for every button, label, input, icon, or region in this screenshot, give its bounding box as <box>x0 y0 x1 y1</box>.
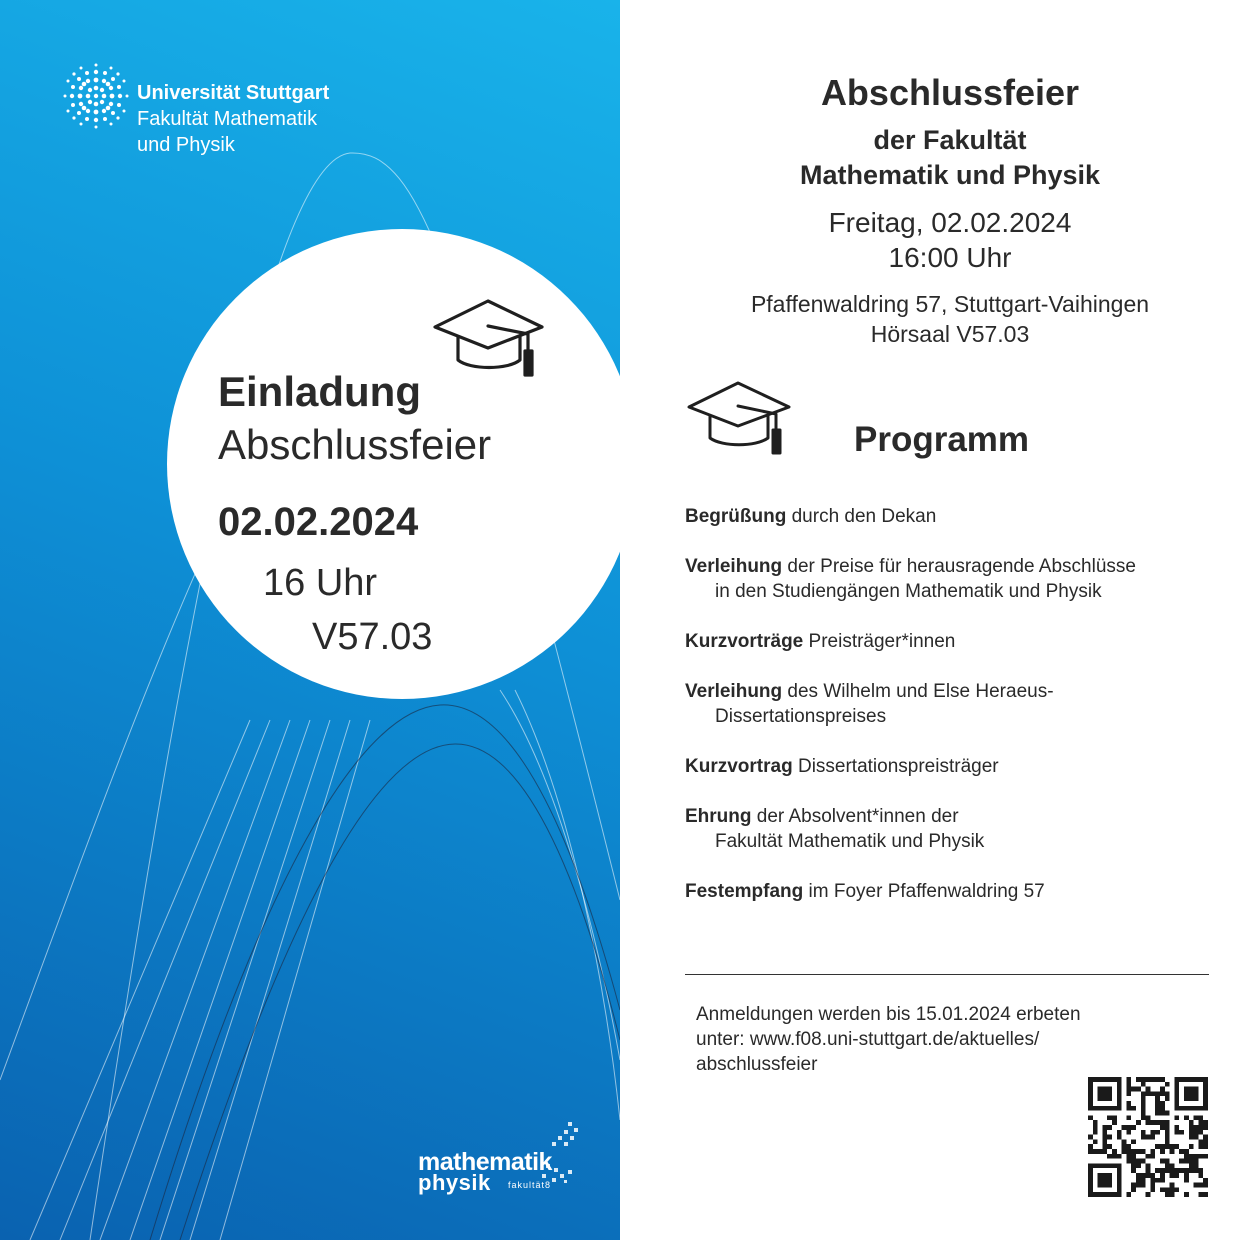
invitation-date: 02.02.2024 <box>218 500 419 544</box>
event-time: 16:00 Uhr <box>888 242 1012 273</box>
university-logo-icon <box>62 62 130 130</box>
university-name: Universität Stuttgart <box>137 82 330 104</box>
logo-mathematik: mathematik <box>418 1148 552 1176</box>
program-item-text: Preisträger*innen <box>803 631 956 652</box>
program-item-key: Verleihung <box>685 681 783 702</box>
registration-line2: unter: www.f08.uni-stuttgart.de/aktuelles/ <box>696 1029 1040 1050</box>
program-item <box>685 629 955 654</box>
program-item <box>685 879 1045 904</box>
invitation-time: 16 Uhr <box>263 562 378 604</box>
program-item-text: der Absolvent*innen der <box>751 806 959 827</box>
event-date: Freitag, 02.02.2024 <box>828 207 1072 238</box>
registration-line3: abschlussfeier <box>696 1054 818 1075</box>
logo-fakultaet: fakultät8 <box>508 1180 552 1190</box>
program-item-text: durch den Dekan <box>786 506 937 527</box>
program-item <box>685 754 999 779</box>
program-item-key: Festempfang <box>685 881 804 902</box>
program-item-text: der Preise für herausragende Abschlüsse <box>782 556 1136 577</box>
program-item-cont: in den Studiengängen Mathematik und Physik <box>715 581 1102 602</box>
program-item-key: Begrüßung <box>685 506 787 527</box>
invitation-room: V57.03 <box>312 616 433 658</box>
event-subtitle2: Mathematik und Physik <box>799 160 1101 190</box>
program-item-text: des Wilhelm und Else Heraeus- <box>782 681 1054 702</box>
university-name-block <box>137 80 329 158</box>
program-item-key: Kurzvorträge <box>685 631 804 652</box>
graduation-cap-icon <box>432 298 548 380</box>
event-subtitle1: der Fakultät <box>873 125 1027 155</box>
invitation-title-bold: Einladung <box>218 368 421 415</box>
faculty-line2: und Physik <box>137 134 235 156</box>
qr-code[interactable] <box>1088 1077 1208 1197</box>
event-title: Abschlussfeier <box>820 72 1080 113</box>
program-item <box>685 554 1136 604</box>
divider <box>685 974 1209 975</box>
program-item-cont: Fakultät Mathematik und Physik <box>715 831 985 852</box>
registration-note <box>696 1002 1081 1077</box>
faculty-line1: Fakultät Mathematik <box>137 108 318 130</box>
logo-physik: physik <box>418 1170 491 1195</box>
program-item-text: Dissertationspreisträger <box>792 756 999 777</box>
graduation-cap-icon <box>686 380 794 458</box>
program-item-key: Kurzvortrag <box>685 756 793 777</box>
program-item <box>685 504 936 529</box>
invitation-title: Abschlussfeier <box>218 421 492 468</box>
program-item-cont: Dissertationspreises <box>715 706 887 727</box>
program-item-key: Ehrung <box>685 806 752 827</box>
program-title: Programm <box>854 420 1030 459</box>
registration-line1: Anmeldungen werden bis 15.01.2024 erbeten <box>696 1004 1081 1025</box>
event-address: Pfaffenwaldring 57, Stuttgart-Vaihingen <box>750 291 1150 317</box>
program-item <box>685 679 1054 729</box>
event-room: Hörsaal V57.03 <box>870 321 1030 347</box>
program-item-key: Verleihung <box>685 556 783 577</box>
program-item <box>685 804 984 854</box>
program-item-text: im Foyer Pfaffenwaldring 57 <box>803 881 1045 902</box>
